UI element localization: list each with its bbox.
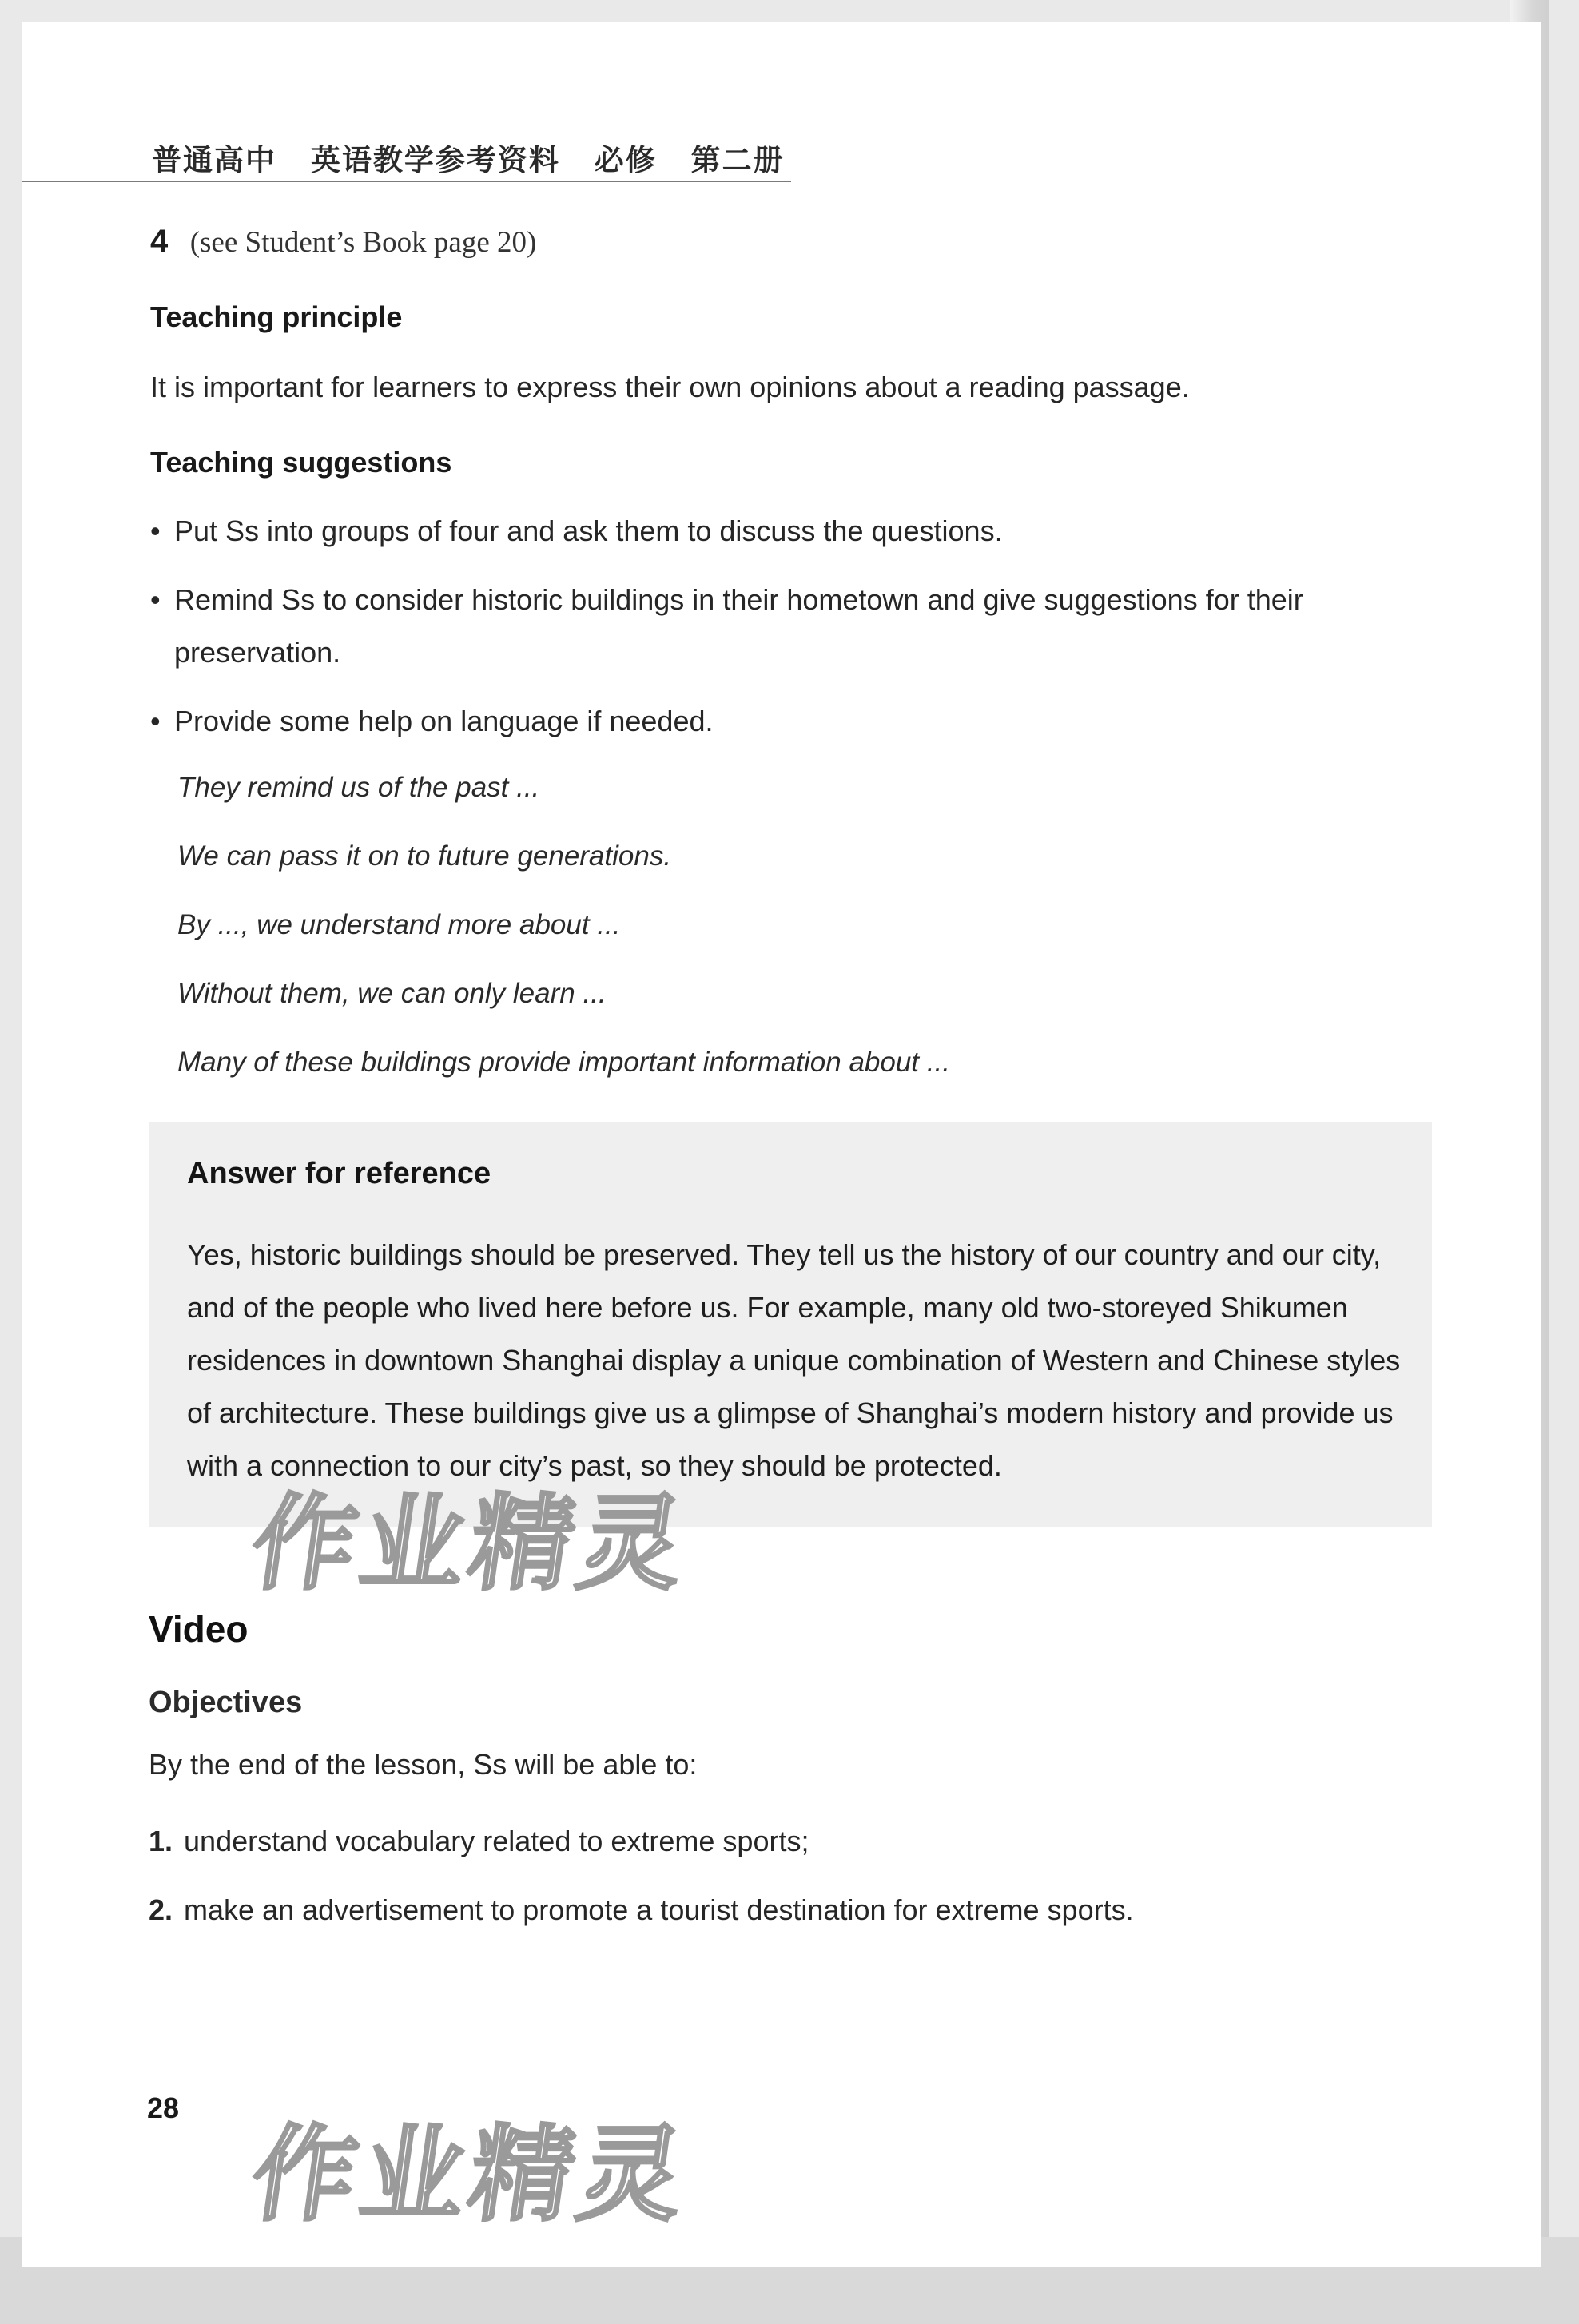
bullet-text: Provide some help on language if needed.	[174, 705, 714, 737]
bullet-text: Remind Ss to consider historic buildings in their hometown and give suggestions for their preservation.	[174, 583, 1303, 669]
teaching-principle-text: It is important for learners to express their own opinions about a reading passage.	[150, 371, 1190, 403]
answer-heading: Answer for reference	[187, 1157, 491, 1190]
objectives-heading: Objectives	[149, 1686, 303, 1719]
header-item: 普通高中	[152, 142, 276, 177]
header-item: 第二册	[690, 142, 785, 177]
language-phrase: Many of these buildings provide important information about ...	[177, 1047, 950, 1078]
objective-text: make an advertisement to promote a tourist destination for extreme sports.	[184, 1893, 1134, 1926]
bullet-text: Put Ss into groups of four and ask them to discuss the questions.	[174, 514, 1003, 547]
running-header	[152, 136, 807, 179]
objective-number: 2.	[149, 1893, 173, 1926]
teaching-principle-heading: Teaching principle	[150, 300, 403, 333]
language-phrase: We can pass it on to future generations.	[177, 840, 672, 872]
language-phrase: They remind us of the past ...	[177, 772, 540, 803]
objectives-intro: By the end of the lesson, Ss will be able to:	[149, 1748, 698, 1781]
bullet-dot: •	[150, 514, 161, 547]
header-item: 必修	[594, 142, 657, 177]
objective-number: 1.	[149, 1825, 173, 1857]
suggestion-bullet	[150, 574, 1397, 679]
header-rule	[22, 181, 791, 182]
language-phrase: By ..., we understand more about ...	[177, 909, 621, 940]
watermark-text: 作业精灵	[244, 1483, 697, 1604]
suggestion-bullet	[150, 695, 1397, 748]
objective-item	[149, 1893, 1134, 1927]
header-item: 英语教学参考资料	[310, 142, 560, 177]
bullet-dot: •	[150, 583, 161, 616]
watermark-text: 作业精灵	[244, 2114, 697, 2235]
teaching-suggestions-heading: Teaching suggestions	[150, 446, 452, 479]
objective-text: understand vocabulary related to extreme sports;	[184, 1825, 809, 1857]
document-page	[22, 22, 1541, 2267]
objective-item	[149, 1825, 809, 1858]
bullet-dot: •	[150, 705, 161, 737]
suggestion-bullet	[150, 505, 1397, 558]
exercise-reference: (see Student’s Book page 20)	[189, 226, 537, 259]
language-phrase: Without them, we can only learn ...	[177, 978, 607, 1009]
video-heading: Video	[149, 1608, 249, 1650]
answer-text: Yes, historic buildings should be preserved. They tell us the history of our country and our city, and of the people who lived here before us. For example, many old two-storeyed Shikumen residences in downtown Shanghai display a unique combination of Western and Chinese styles of architecture. These buildings give us a glimpse of Shanghai’s modern history and provide us with a connection to our city’s past, so they should be protected.	[187, 1238, 1401, 1482]
exercise-number: 4	[150, 224, 169, 259]
page-number: 28	[147, 2092, 180, 2124]
exercise-line	[150, 224, 536, 260]
